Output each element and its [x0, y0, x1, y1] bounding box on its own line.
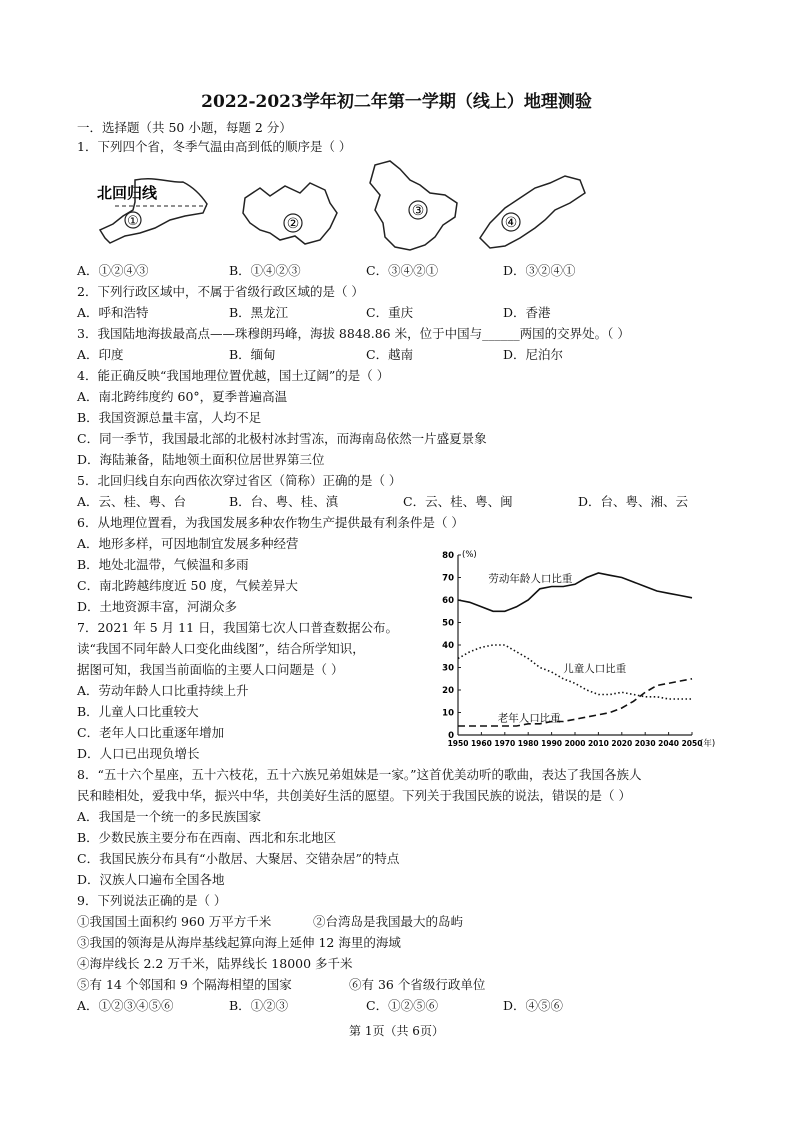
x-tick-label: 1970	[494, 739, 516, 748]
x-tick-label: 1990	[541, 739, 563, 748]
q7-option-a[interactable]: A．劳动年龄人口比重持续上升	[77, 683, 249, 698]
x-tick-label: 2050	[681, 739, 703, 748]
q1-stem: 1．下列四个省，冬季气温由高到低的顺序是（ ）	[77, 139, 352, 154]
q7-stem-line-3: 据图可知，我国当前面临的主要人口问题是（ ）	[77, 662, 344, 677]
q3-option-d[interactable]: D．尼泊尔	[503, 347, 564, 362]
q7-option-b[interactable]: B．儿童人口比重较大	[77, 704, 199, 719]
q8-stem-line-2: 民和睦相处，爱我中华，振兴中华，共创美好生活的愿望。下列关于我国民族的说法，错误的是（ ）	[77, 788, 631, 803]
q1-option-c[interactable]: C．③④②①	[366, 263, 439, 278]
series-line-3	[458, 679, 692, 726]
x-tick-label: 2020	[611, 739, 633, 748]
page-footer: 第 1页（共 6页）	[349, 1024, 444, 1038]
q6-option-c[interactable]: C．南北跨越纬度近 50 度，气候差异大	[77, 578, 298, 593]
x-tick-label: 2000	[564, 739, 586, 748]
map-province-2	[235, 158, 345, 258]
q4-option-d[interactable]: D．海陆兼备，陆地领土面积位居世界第三位	[77, 452, 325, 467]
series-label-2: 儿童人口比重	[563, 663, 627, 675]
x-tick-label: 2010	[587, 739, 609, 748]
x-tick-label: 1950	[447, 739, 469, 748]
q2-option-a[interactable]: A．呼和浩特	[77, 305, 149, 320]
q3-option-b[interactable]: B．缅甸	[229, 347, 276, 362]
q6-stem: 6．从地理位置看，为我国发展多种农作物生产提供最有利条件是（ ）	[77, 515, 464, 530]
map-province-3	[355, 155, 465, 263]
q7-option-c[interactable]: C．老年人口比重逐年增加	[77, 725, 225, 740]
mark-2: ②	[286, 216, 300, 232]
q9-option-d[interactable]: D．④⑤⑥	[503, 998, 564, 1013]
q7-option-d[interactable]: D．人口已出现负增长	[77, 746, 200, 761]
province-outline	[480, 176, 585, 248]
q4-option-a[interactable]: A．南北跨纬度约 60°，夏季普遍高温	[77, 389, 288, 404]
q6-option-b[interactable]: B．地处北温带，气候温和多雨	[77, 557, 249, 572]
y-tick-label: 60	[442, 596, 454, 606]
q4-stem: 4．能正确反映“我国地理位置优越，国土辽阔”的是（ ）	[77, 368, 390, 383]
q2-stem: 2．下列行政区域中，不属于省级行政区域的是（ ）	[77, 284, 364, 299]
province-outline	[243, 183, 337, 244]
q8-option-a[interactable]: A．我国是一个统一的多民族国家	[77, 809, 262, 824]
q5-option-a[interactable]: A．云、桂、粤、台	[77, 494, 187, 509]
q8-option-c[interactable]: C．我国民族分布具有“小散居、大聚居、交错杂居”的特点	[77, 851, 400, 866]
q7-stem-line-2: 读“我国不同年龄人口变化曲线图”，结合所学知识，	[77, 641, 365, 656]
q9-statement-2: ②台湾岛是我国最大的岛屿	[313, 914, 464, 929]
mark-1: ①	[127, 214, 139, 229]
y-tick-label: 30	[442, 663, 454, 674]
section-heading: 一．选择题（共 50 小题，每题 2 分）	[77, 120, 292, 135]
y-tick-label: 80	[442, 551, 454, 561]
q5-option-b[interactable]: B．台、粤、桂、滇	[229, 494, 339, 509]
q6-option-a[interactable]: A．地形多样，可因地制宜发展多种经营	[77, 536, 299, 551]
x-tick-label: 1960	[470, 739, 492, 748]
q9-statement-3: ③我国的领海是从海岸基线起算向海上延伸 12 海里的海域	[77, 935, 401, 950]
series-label-3: 老年人口比重	[497, 712, 561, 725]
x-tick-label: 2030	[634, 739, 656, 748]
q2-option-d[interactable]: D．香港	[503, 305, 551, 320]
y-tick-label: 50	[442, 618, 454, 629]
map-province-1	[95, 158, 210, 258]
q8-option-d[interactable]: D．汉族人口遍布全国各地	[77, 872, 225, 887]
mark-4: ④	[504, 215, 518, 231]
q9-option-b[interactable]: B．①②③	[229, 998, 289, 1013]
q3-option-a[interactable]: A．印度	[77, 347, 124, 362]
q1-option-d[interactable]: D．③②④①	[503, 263, 576, 278]
chart-series	[458, 573, 692, 726]
q1-option-a[interactable]: A．①②④③	[77, 263, 149, 278]
q9-option-a[interactable]: A．①②③④⑤⑥	[77, 998, 174, 1013]
q9-statement-1: ①我国国土面积约 960 万平方千米	[77, 914, 272, 929]
q7-stem-line-1: 7．2021 年 5 月 11 日，我国第七次人口普查数据公布。	[77, 620, 398, 635]
q5-option-d[interactable]: D．台、粤、湘、云	[578, 494, 689, 509]
x-tick-label: 1980	[517, 739, 539, 748]
q3-stem: 3．我国陆地海拔最高点——珠穆朗玛峰，海拔 8848.86 米，位于中国与______两国的交界处。（ ）	[77, 326, 630, 341]
page-title: 2022-2023学年初二年第一学期（线上）地理测验	[201, 92, 592, 112]
population-chart	[430, 545, 740, 750]
tropic-label: 北回归线	[97, 184, 158, 202]
q9-statement-6: ⑥有 36 个省级行政单位	[349, 977, 486, 992]
q1-option-b[interactable]: B．①④②③	[229, 263, 301, 278]
q5-stem: 5．北回归线自东向西依次穿过省区（简称）正确的是（ ）	[77, 473, 402, 488]
q2-option-c[interactable]: C．重庆	[366, 305, 414, 320]
map-province-4	[470, 158, 595, 258]
y-tick-label: 10	[442, 708, 454, 719]
q2-option-b[interactable]: B．黑龙江	[229, 305, 289, 320]
x-tick-label: 2040	[658, 739, 680, 748]
q8-stem-line-1: 8．“五十六个星座，五十六枝花，五十六族兄弟姐妹是一家。”这首优美动听的歌曲，表达了我国各族人	[77, 767, 642, 782]
chart-series-labels	[488, 572, 626, 725]
mark-3: ③	[411, 203, 425, 219]
q4-option-c[interactable]: C．同一季节，我国最北部的北极村冰封雪冻，而海南岛依然一片盛夏景象	[77, 431, 487, 446]
q9-statement-4: ④海岸线长 2.2 万千米，陆界线长 18000 多千米	[77, 956, 353, 971]
series-label-1: 劳动年龄人口比重	[488, 573, 573, 585]
q9-statement-5: ⑤有 14 个邻国和 9 个隔海相望的国家	[77, 977, 292, 992]
q8-option-b[interactable]: B．少数民族主要分布在西南、西北和东北地区	[77, 830, 337, 845]
q6-option-d[interactable]: D．土地资源丰富，河湖众多	[77, 599, 238, 614]
y-tick-label: 0	[448, 731, 454, 741]
y-axis-unit: (%)	[462, 550, 477, 560]
y-tick-label: 40	[442, 641, 454, 651]
q4-option-b[interactable]: B．我国资源总量丰富，人均不足	[77, 410, 262, 425]
q9-option-c[interactable]: C．①②⑤⑥	[366, 998, 439, 1013]
q3-option-c[interactable]: C．越南	[366, 347, 414, 362]
x-axis-unit: (年)	[700, 739, 716, 749]
y-tick-label: 70	[442, 573, 454, 584]
q5-option-c[interactable]: C．云、桂、粤、闽	[403, 494, 513, 509]
y-tick-label: 20	[442, 686, 454, 696]
q9-stem: 9．下列说法正确的是（ ）	[77, 893, 227, 908]
